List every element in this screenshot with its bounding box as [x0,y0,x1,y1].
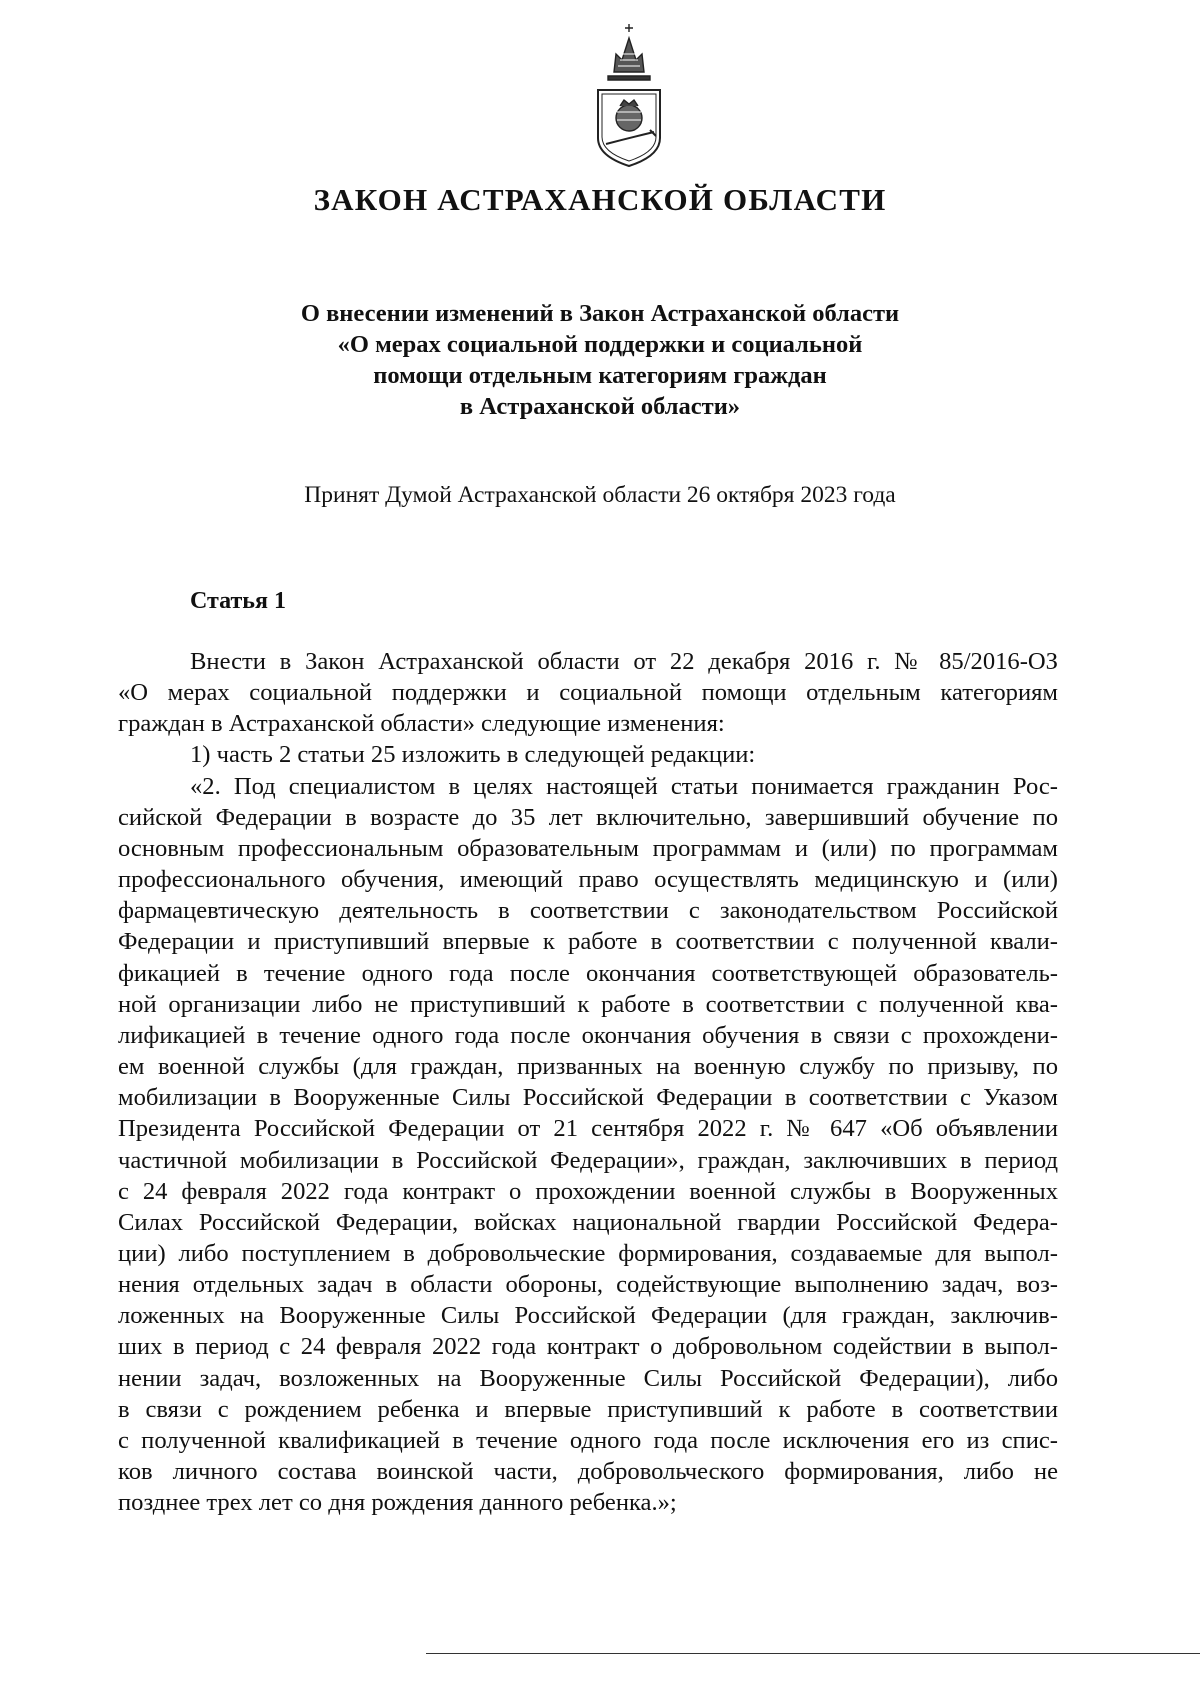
document-title: ЗАКОН АСТРАХАНСКОЙ ОБЛАСТИ [313,182,887,217]
text-line: основным профессиональным образовательным программам и (или) по программам [118,834,1058,862]
adoption-note: Принят Думой Астраханской области 26 октября 2023 года [304,482,896,508]
coat-of-arms-icon [584,20,674,170]
text-line: ших в период с 24 февраля 2022 года контракт о добровольном содействии в выпол- [118,1333,1058,1361]
document-subtitle [0,298,1200,422]
text-line: ции) либо поступлением в добровольческие формирования, создаваемые для выпол- [118,1239,1058,1267]
text-line: позднее трех лет со дня рождения данного ребенка.»; [118,1489,677,1517]
text-line: граждан в Астраханской области» следующие изменения: [118,710,725,738]
text-line: нения отдельных задач в области обороны, содействующие выполнению задач, воз- [118,1271,1058,1299]
text-line: Силах Российской Федерации, войсках национальной гвардии Российской Федера- [118,1208,1058,1236]
page-bottom-rule [426,1653,1200,1654]
subtitle-line: «О мерах социальной поддержки и социальной [337,331,863,358]
text-line: «2. Под специалистом в целях настоящей статьи понимается гражданин Рос- [190,772,1058,800]
text-line: «О мерах социальной поддержки и социальной помощи отдельным категориям [118,679,1058,707]
text-line: Президента Российской Федерации от 21 сентября 2022 г. № 647 «Об объявлении [118,1115,1058,1143]
text-line: Федерации и приступивший впервые к работе в соответствии с полученной квали- [118,928,1058,956]
subtitle-line: помощи отдельным категориям граждан [373,362,827,389]
subtitle-line: в Астраханской области» [459,393,741,420]
text-line: фикацией в течение одного года после окончания соответствующей образователь- [118,959,1058,987]
text-line: ложенных на Вооруженные Силы Российской Федерации (для граждан, заключив- [118,1302,1058,1330]
text-line: мобилизации в Вооруженные Силы Российской Федерации в соответствии с Указом [118,1084,1058,1112]
subtitle-line: О внесении изменений в Закон Астраханской области [300,300,900,327]
text-line: ков личного состава воинской части, добровольческого формирования, либо не [118,1458,1058,1486]
text-line: ем военной службы (для граждан, призванных на военную службу по призыву, по [118,1053,1058,1081]
text-line: с полученной квалификацией в течение одного года после исключения его из спис- [118,1426,1058,1454]
text-line: профессионального обучения, имеющий право осуществлять медицинскую и (или) [118,866,1058,894]
text-line: ной организации либо не приступивший к работе в соответствии с полученной ква- [118,990,1058,1018]
article-body [118,646,1058,1518]
text-line: в связи с рождением ребенка и впервые приступивший к работе в соответствии [118,1395,1058,1423]
text-line: сийской Федерации в возрасте до 35 лет включительно, завершивший обучение по [118,803,1058,831]
article-heading: Статья 1 [190,588,286,614]
text-line: нении задач, возложенных на Вооруженные Силы Российской Федерации), либо [118,1364,1058,1392]
text-line: 1) часть 2 статьи 25 изложить в следующей редакции: [190,741,756,769]
text-line: с 24 февраля 2022 года контракт о прохождении военной службы в Вооруженных [118,1177,1058,1205]
text-line: фармацевтическую деятельность в соответствии с законодательством Российской [118,897,1058,925]
text-line: Внести в Закон Астраханской области от 22 декабря 2016 г. № 85/2016-ОЗ [190,648,1058,675]
text-line: лификацией в течение одного года после окончания обучения в связи с прохождени- [118,1021,1058,1049]
text-line: частичной мобилизации в Российской Федерации», граждан, заключивших в период [118,1146,1058,1174]
